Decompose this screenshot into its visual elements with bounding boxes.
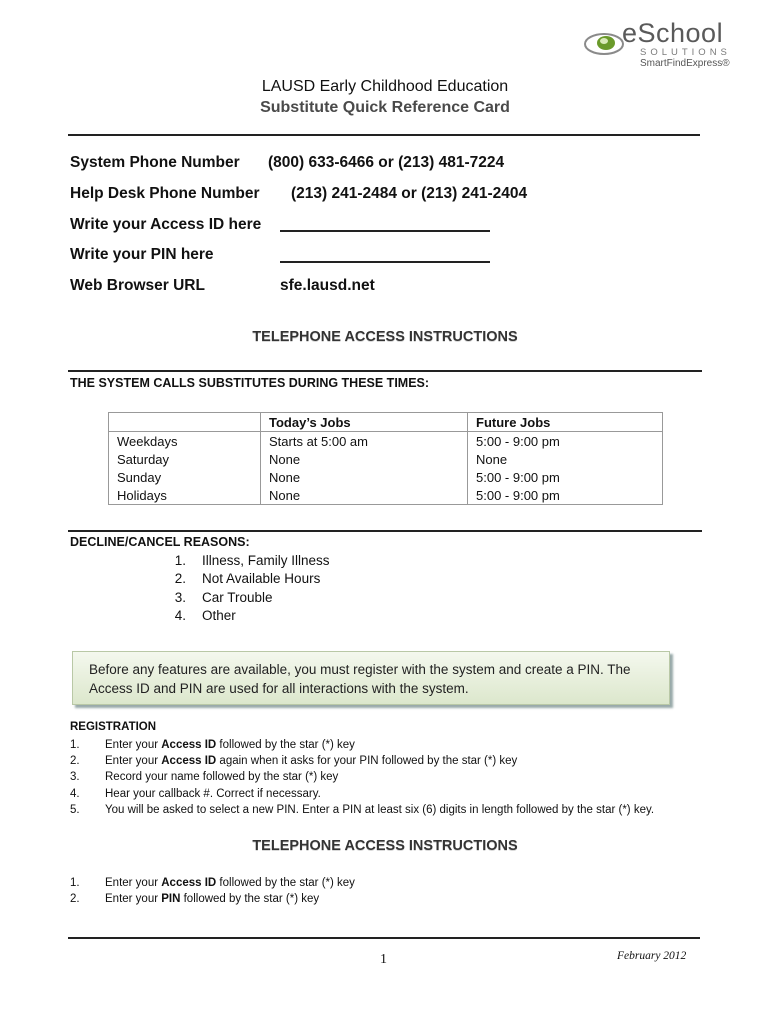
list-number: 1. (174, 553, 186, 568)
table-cell: 5:00 - 9:00 pm (468, 468, 663, 486)
table-cell: 5:00 - 9:00 pm (468, 432, 663, 451)
table-header-cell: Today’s Jobs (261, 413, 468, 432)
document-subtitle: Substitute Quick Reference Card (260, 99, 510, 116)
table-header-row (109, 413, 663, 432)
title-divider (68, 134, 700, 136)
help-desk-label: Help Desk Phone Number (70, 185, 260, 202)
step-text-pre: Enter your (105, 739, 162, 751)
pin-blank[interactable] (280, 261, 490, 263)
swoosh-icon (582, 28, 626, 58)
telephone-access-heading: TELEPHONE ACCESS INSTRUCTIONS (252, 329, 518, 345)
step-text-pre: Enter your (105, 755, 162, 767)
list-text: Car Trouble (202, 590, 273, 605)
step-text (105, 891, 715, 907)
table-cell: Starts at 5:00 am (261, 432, 468, 451)
system-phone-label: System Phone Number (70, 154, 240, 171)
logo-solutions: SOLUTIONS (640, 47, 731, 58)
list-number: 4. (174, 608, 186, 623)
step-text-post: again when it asks for your PIN followed by the star (*) key (216, 755, 518, 767)
step-text-post: followed by the star (*) key (180, 893, 320, 905)
footer-divider (68, 937, 700, 939)
table-cell: None (261, 486, 468, 505)
table-cell: Holidays (109, 486, 261, 505)
table-cell: Sunday (109, 468, 261, 486)
step-text-bold: Access ID (161, 877, 217, 889)
table-row (109, 468, 663, 486)
table-cell: None (261, 468, 468, 486)
eschool-logo (582, 18, 742, 68)
calls-heading: THE SYSTEM CALLS SUBSTITUTES DURING THESE TIMES: (70, 376, 430, 390)
decline-heading: DECLINE/CANCEL REASONS: (70, 535, 250, 549)
system-phone-value: (800) 633-6466 or (213) 481-7224 (268, 154, 505, 171)
table-cell: None (468, 450, 663, 468)
step-text-bold: Access ID (161, 739, 217, 751)
pin-label: Write your PIN here (70, 246, 214, 263)
step-text-pre: Enter your (105, 893, 162, 905)
callout-text: Before any features are available, you must register with the system and create a PIN. The Access ID and PIN are used for all interactions with the system. (89, 662, 631, 696)
step-number: 5. (70, 804, 80, 816)
step-number: 4. (70, 788, 80, 800)
step-number: 3. (70, 771, 80, 783)
step-number: 2. (70, 893, 80, 905)
table-cell: Saturday (109, 450, 261, 468)
step-text (105, 786, 715, 802)
step-text (105, 875, 715, 891)
step-text (105, 769, 715, 785)
list-text: Other (202, 608, 236, 623)
url-label: Web Browser URL (70, 277, 205, 294)
registration-heading: REGISTRATION (70, 721, 157, 733)
step-text-post: followed by the star (*) key (216, 877, 355, 889)
help-desk-value: (213) 241-2484 or (213) 241-2404 (291, 185, 528, 202)
calls-divider (68, 370, 702, 372)
step-text-pre: You will be asked to select a new PIN. Enter a PIN at least six (6) digits in length followed by the star (*) key. (105, 804, 655, 816)
url-value: sfe.lausd.net (280, 277, 375, 294)
table-cell: None (261, 450, 468, 468)
table-cell: Weekdays (109, 432, 261, 451)
step-text-pre: Hear your callback #. Correct if necessary. (105, 788, 321, 800)
table-row (109, 432, 663, 451)
step-text-post: followed by the star (*) key (216, 739, 355, 751)
table-header-cell: Future Jobs (468, 413, 663, 432)
step-text-pre: Record your name followed by the star (*) key (105, 771, 339, 783)
document-title: LAUSD Early Childhood Education (261, 78, 509, 95)
call-times-table (108, 412, 663, 505)
logo-product: SmartFindExpress® (640, 58, 730, 69)
table-row (109, 486, 663, 505)
step-text (105, 753, 715, 769)
list-text: Not Available Hours (202, 571, 321, 586)
step-number: 1. (70, 877, 80, 889)
registration-callout (72, 651, 670, 705)
table-row (109, 450, 663, 468)
telephone-access-heading-2: TELEPHONE ACCESS INSTRUCTIONS (252, 838, 518, 854)
table-cell: 5:00 - 9:00 pm (468, 486, 663, 505)
step-text-bold: Access ID (161, 755, 217, 767)
step-number: 2. (70, 755, 80, 767)
list-text: Illness, Family Illness (202, 553, 330, 568)
step-number: 1. (70, 739, 80, 751)
step-text (105, 737, 715, 753)
list-number: 3. (174, 590, 186, 605)
table-header-cell (109, 413, 261, 432)
list-number: 2. (174, 571, 186, 586)
step-text (105, 802, 715, 818)
access-id-blank[interactable] (280, 230, 490, 232)
step-text-bold: PIN (161, 893, 181, 905)
footer-date: February 2012 (617, 950, 687, 962)
page-number: 1 (380, 952, 387, 967)
access-id-label: Write your Access ID here (70, 216, 262, 233)
logo-name: eSchool (622, 18, 724, 48)
decline-divider (68, 530, 702, 532)
step-text-pre: Enter your (105, 877, 162, 889)
